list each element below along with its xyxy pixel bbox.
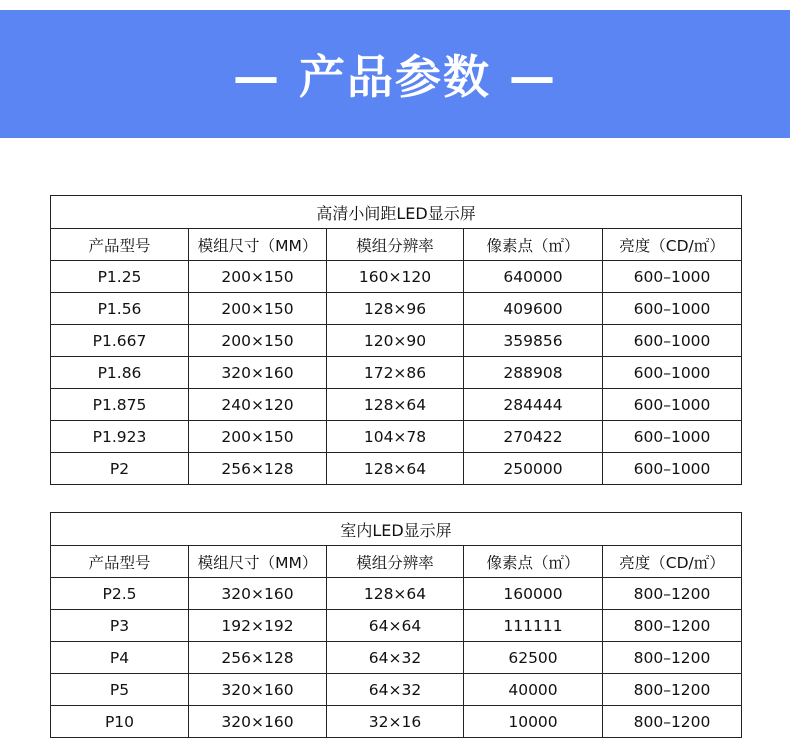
table-cell: 200×150 xyxy=(189,421,327,453)
column-header-module-resolution: 模组分辨率 xyxy=(327,546,464,578)
table-caption: 室内LED显示屏 xyxy=(51,513,742,546)
table-cell: 200×150 xyxy=(189,325,327,357)
table-cell: 600–1000 xyxy=(603,421,742,453)
table-cell: 284444 xyxy=(464,389,603,421)
table-cell: 320×160 xyxy=(189,706,327,738)
table-cell: 288908 xyxy=(464,357,603,389)
table-cell: 128×96 xyxy=(327,293,464,325)
table-cell: P5 xyxy=(51,674,189,706)
column-header-module-size: 模组尺寸（MM） xyxy=(189,229,327,261)
table-header-row xyxy=(51,229,742,261)
table-cell: 320×160 xyxy=(189,357,327,389)
table-row xyxy=(51,293,742,325)
table-cell: 104×78 xyxy=(327,421,464,453)
table-cell: 800–1200 xyxy=(603,706,742,738)
table-caption: 高清小间距LED显示屏 xyxy=(51,196,742,229)
table-cell: 240×120 xyxy=(189,389,327,421)
table-cell: 800–1200 xyxy=(603,674,742,706)
table-cell: 200×150 xyxy=(189,261,327,293)
table-row xyxy=(51,453,742,485)
table-cell: P1.56 xyxy=(51,293,189,325)
table-row xyxy=(51,357,742,389)
column-header-module-resolution: 模组分辨率 xyxy=(327,229,464,261)
table-cell: 800–1200 xyxy=(603,578,742,610)
table-cell: 32×16 xyxy=(327,706,464,738)
table-cell: 192×192 xyxy=(189,610,327,642)
table-cell: P2.5 xyxy=(51,578,189,610)
table-cell: 320×160 xyxy=(189,578,327,610)
table-caption-row xyxy=(51,196,742,229)
table-cell: 256×128 xyxy=(189,642,327,674)
table-cell: 600–1000 xyxy=(603,453,742,485)
column-header-model: 产品型号 xyxy=(51,546,189,578)
table-cell: P4 xyxy=(51,642,189,674)
table-cell: 320×160 xyxy=(189,674,327,706)
table-cell: 111111 xyxy=(464,610,603,642)
table-cell: P1.25 xyxy=(51,261,189,293)
spec-table-hd-small-pitch xyxy=(50,195,742,485)
table-cell: 40000 xyxy=(464,674,603,706)
table-row xyxy=(51,578,742,610)
table-cell: 640000 xyxy=(464,261,603,293)
table-cell: 200×150 xyxy=(189,293,327,325)
table-cell: 128×64 xyxy=(327,453,464,485)
table-row xyxy=(51,642,742,674)
table-cell: 172×86 xyxy=(327,357,464,389)
table-cell: P1.923 xyxy=(51,421,189,453)
table-cell: 256×128 xyxy=(189,453,327,485)
table-cell: 600–1000 xyxy=(603,357,742,389)
table-cell: 64×32 xyxy=(327,674,464,706)
column-header-pixel-density: 像素点（㎡） xyxy=(464,229,603,261)
table-cell: 62500 xyxy=(464,642,603,674)
header-banner xyxy=(0,10,790,138)
table-row xyxy=(51,261,742,293)
table-row xyxy=(51,706,742,738)
table-row xyxy=(51,674,742,706)
table-cell: 160×120 xyxy=(327,261,464,293)
table-cell: 600–1000 xyxy=(603,389,742,421)
page-title: — 产品参数 — xyxy=(232,50,558,104)
table-cell: 64×64 xyxy=(327,610,464,642)
table-cell: 120×90 xyxy=(327,325,464,357)
table-row xyxy=(51,610,742,642)
table-cell: P1.667 xyxy=(51,325,189,357)
column-header-pixel-density: 像素点（㎡） xyxy=(464,546,603,578)
spec-table-indoor xyxy=(50,512,742,738)
table-cell: 270422 xyxy=(464,421,603,453)
table-cell: P10 xyxy=(51,706,189,738)
table-cell: P1.875 xyxy=(51,389,189,421)
table-cell: 600–1000 xyxy=(603,293,742,325)
table-cell: 10000 xyxy=(464,706,603,738)
table-cell: 409600 xyxy=(464,293,603,325)
table-cell: 800–1200 xyxy=(603,642,742,674)
table-row xyxy=(51,421,742,453)
table-cell: P1.86 xyxy=(51,357,189,389)
table-cell: 160000 xyxy=(464,578,603,610)
table-caption-row xyxy=(51,513,742,546)
table-cell: 64×32 xyxy=(327,642,464,674)
table-row xyxy=(51,389,742,421)
table-cell: 600–1000 xyxy=(603,261,742,293)
table-row xyxy=(51,325,742,357)
table-cell: 128×64 xyxy=(327,578,464,610)
table-header-row xyxy=(51,546,742,578)
table-cell: 359856 xyxy=(464,325,603,357)
table-cell: 250000 xyxy=(464,453,603,485)
column-header-brightness: 亮度（CD/㎡） xyxy=(603,546,742,578)
table-cell: P3 xyxy=(51,610,189,642)
column-header-model: 产品型号 xyxy=(51,229,189,261)
table-cell: 600–1000 xyxy=(603,325,742,357)
table-cell: 128×64 xyxy=(327,389,464,421)
table-cell: P2 xyxy=(51,453,189,485)
table-cell: 800–1200 xyxy=(603,610,742,642)
column-header-module-size: 模组尺寸（MM） xyxy=(189,546,327,578)
column-header-brightness: 亮度（CD/㎡） xyxy=(603,229,742,261)
